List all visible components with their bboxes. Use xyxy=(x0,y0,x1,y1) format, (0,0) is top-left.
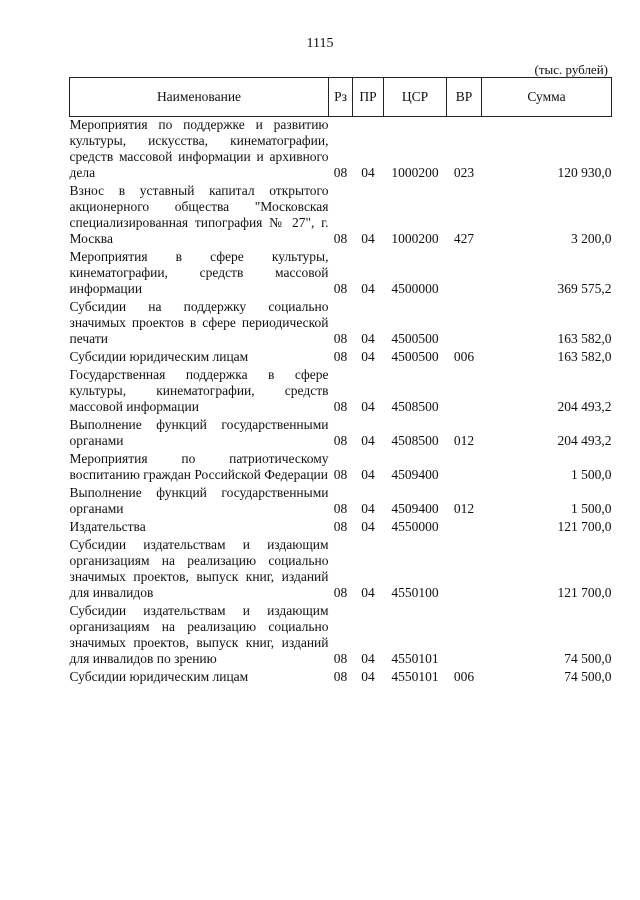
header-sum: Сумма xyxy=(482,78,612,117)
row-rz: 08 xyxy=(333,165,348,180)
table-row xyxy=(70,367,612,417)
row-vr xyxy=(447,537,482,603)
row-rz: 08 xyxy=(333,669,348,684)
row-vr: 427 xyxy=(453,231,475,246)
row-sum: 369 575,2 xyxy=(557,281,612,296)
row-vr xyxy=(447,519,482,537)
row-pr: 04 xyxy=(361,399,375,414)
table-row xyxy=(70,117,612,184)
table-row xyxy=(70,451,612,485)
row-rz: 08 xyxy=(333,519,348,534)
header-vr: ВР xyxy=(447,78,482,117)
header-csr: ЦСР xyxy=(384,78,447,117)
row-sum: 204 493,2 xyxy=(557,433,612,448)
row-name: Мероприятия по патриотическому воспитанию граждан Российской Федерации xyxy=(69,451,329,482)
row-sum: 163 582,0 xyxy=(557,331,612,346)
row-vr: 023 xyxy=(453,165,475,180)
row-pr: 04 xyxy=(361,501,375,516)
budget-table xyxy=(69,77,612,687)
row-csr: 4500000 xyxy=(391,281,439,296)
row-csr: 4550101 xyxy=(391,651,439,666)
table-row xyxy=(70,485,612,519)
row-csr: 1000200 xyxy=(391,231,439,246)
row-pr: 04 xyxy=(361,519,375,534)
table-row xyxy=(70,249,612,299)
row-vr xyxy=(447,367,482,417)
page-number: 1115 xyxy=(306,36,334,51)
row-sum: 1 500,0 xyxy=(571,467,612,482)
header-name: Наименование xyxy=(70,78,329,117)
row-vr xyxy=(447,603,482,669)
row-rz: 08 xyxy=(333,399,348,414)
row-rz: 08 xyxy=(333,433,348,448)
row-vr: 006 xyxy=(453,669,475,684)
table-row xyxy=(70,537,612,603)
table-row xyxy=(70,183,612,249)
row-pr: 04 xyxy=(361,165,375,180)
row-vr xyxy=(447,299,482,349)
row-sum: 1 500,0 xyxy=(571,501,612,516)
row-sum: 3 200,0 xyxy=(571,231,612,246)
row-pr: 04 xyxy=(361,349,375,364)
row-rz: 08 xyxy=(333,585,348,600)
row-csr: 4500500 xyxy=(391,331,439,346)
row-pr: 04 xyxy=(361,467,375,482)
row-name: Выполнение функций государственными органами xyxy=(69,417,329,448)
row-sum: 121 700,0 xyxy=(557,585,612,600)
row-csr: 4550000 xyxy=(391,519,439,534)
row-csr: 4500500 xyxy=(391,349,439,364)
row-pr: 04 xyxy=(361,281,375,296)
row-name: Субсидии на поддержку социально значимых проектов в сфере периодической печати xyxy=(69,299,329,346)
row-csr: 4508500 xyxy=(391,433,439,448)
units-label: (тыс. рублей) xyxy=(534,62,608,77)
row-pr: 04 xyxy=(361,669,375,684)
header-pr: ПР xyxy=(353,78,384,117)
row-vr xyxy=(447,451,482,485)
row-rz: 08 xyxy=(333,651,348,666)
row-vr: 012 xyxy=(453,433,475,448)
table-row xyxy=(70,519,612,537)
row-name: Взнос в уставный капитал открытого акционерного общества "Московская специализированная типография № 27", г. Москва xyxy=(69,183,329,246)
row-csr: 4508500 xyxy=(391,399,439,414)
table-header-row xyxy=(70,78,612,117)
row-name: Субсидии юридическим лицам xyxy=(69,349,249,364)
row-rz: 08 xyxy=(333,231,348,246)
table-row xyxy=(70,669,612,687)
row-sum: 163 582,0 xyxy=(557,349,612,364)
row-sum: 74 500,0 xyxy=(564,651,612,666)
row-name: Выполнение функций государственными органами xyxy=(69,485,329,516)
header-rz: Рз xyxy=(329,78,353,117)
row-name: Мероприятия в сфере культуры, кинематографии, средств массовой информации xyxy=(69,249,329,296)
row-csr: 1000200 xyxy=(391,165,439,180)
row-vr: 012 xyxy=(453,501,475,516)
row-sum: 74 500,0 xyxy=(564,669,612,684)
row-sum: 204 493,2 xyxy=(557,399,612,414)
row-vr: 006 xyxy=(453,349,475,364)
row-name: Издательства xyxy=(69,519,146,534)
table-row xyxy=(70,417,612,451)
row-name: Субсидии юридическим лицам xyxy=(69,669,249,684)
row-rz: 08 xyxy=(333,281,348,296)
row-csr: 4509400 xyxy=(391,501,439,516)
row-pr: 04 xyxy=(361,331,375,346)
table-row xyxy=(70,349,612,367)
row-name: Государственная поддержка в сфере культуры, кинематографии, средств массовой информации xyxy=(69,367,329,414)
row-name: Мероприятия по поддержке и развитию культуры, искусства, кинематографии, средств массовой информации и архивного дела xyxy=(69,117,329,180)
row-name: Субсидии издательствам и издающим организациям на реализацию социально значимых проектов, выпуск книг, изданий для инвалидов xyxy=(69,537,329,600)
row-csr: 4550101 xyxy=(391,669,439,684)
row-rz: 08 xyxy=(333,501,348,516)
row-rz: 08 xyxy=(333,331,348,346)
row-sum: 120 930,0 xyxy=(557,165,612,180)
row-rz: 08 xyxy=(333,467,348,482)
row-csr: 4509400 xyxy=(391,467,439,482)
table-row xyxy=(70,299,612,349)
row-sum: 121 700,0 xyxy=(557,519,612,534)
row-vr xyxy=(447,249,482,299)
row-name: Субсидии издательствам и издающим организациям на реализацию социально значимых проектов, выпуск книг, изданий для инвалидов по зрению xyxy=(69,603,329,666)
row-rz: 08 xyxy=(333,349,348,364)
row-pr: 04 xyxy=(361,651,375,666)
row-pr: 04 xyxy=(361,433,375,448)
table-row xyxy=(70,603,612,669)
row-csr: 4550100 xyxy=(391,585,439,600)
row-pr: 04 xyxy=(361,585,375,600)
row-pr: 04 xyxy=(361,231,375,246)
